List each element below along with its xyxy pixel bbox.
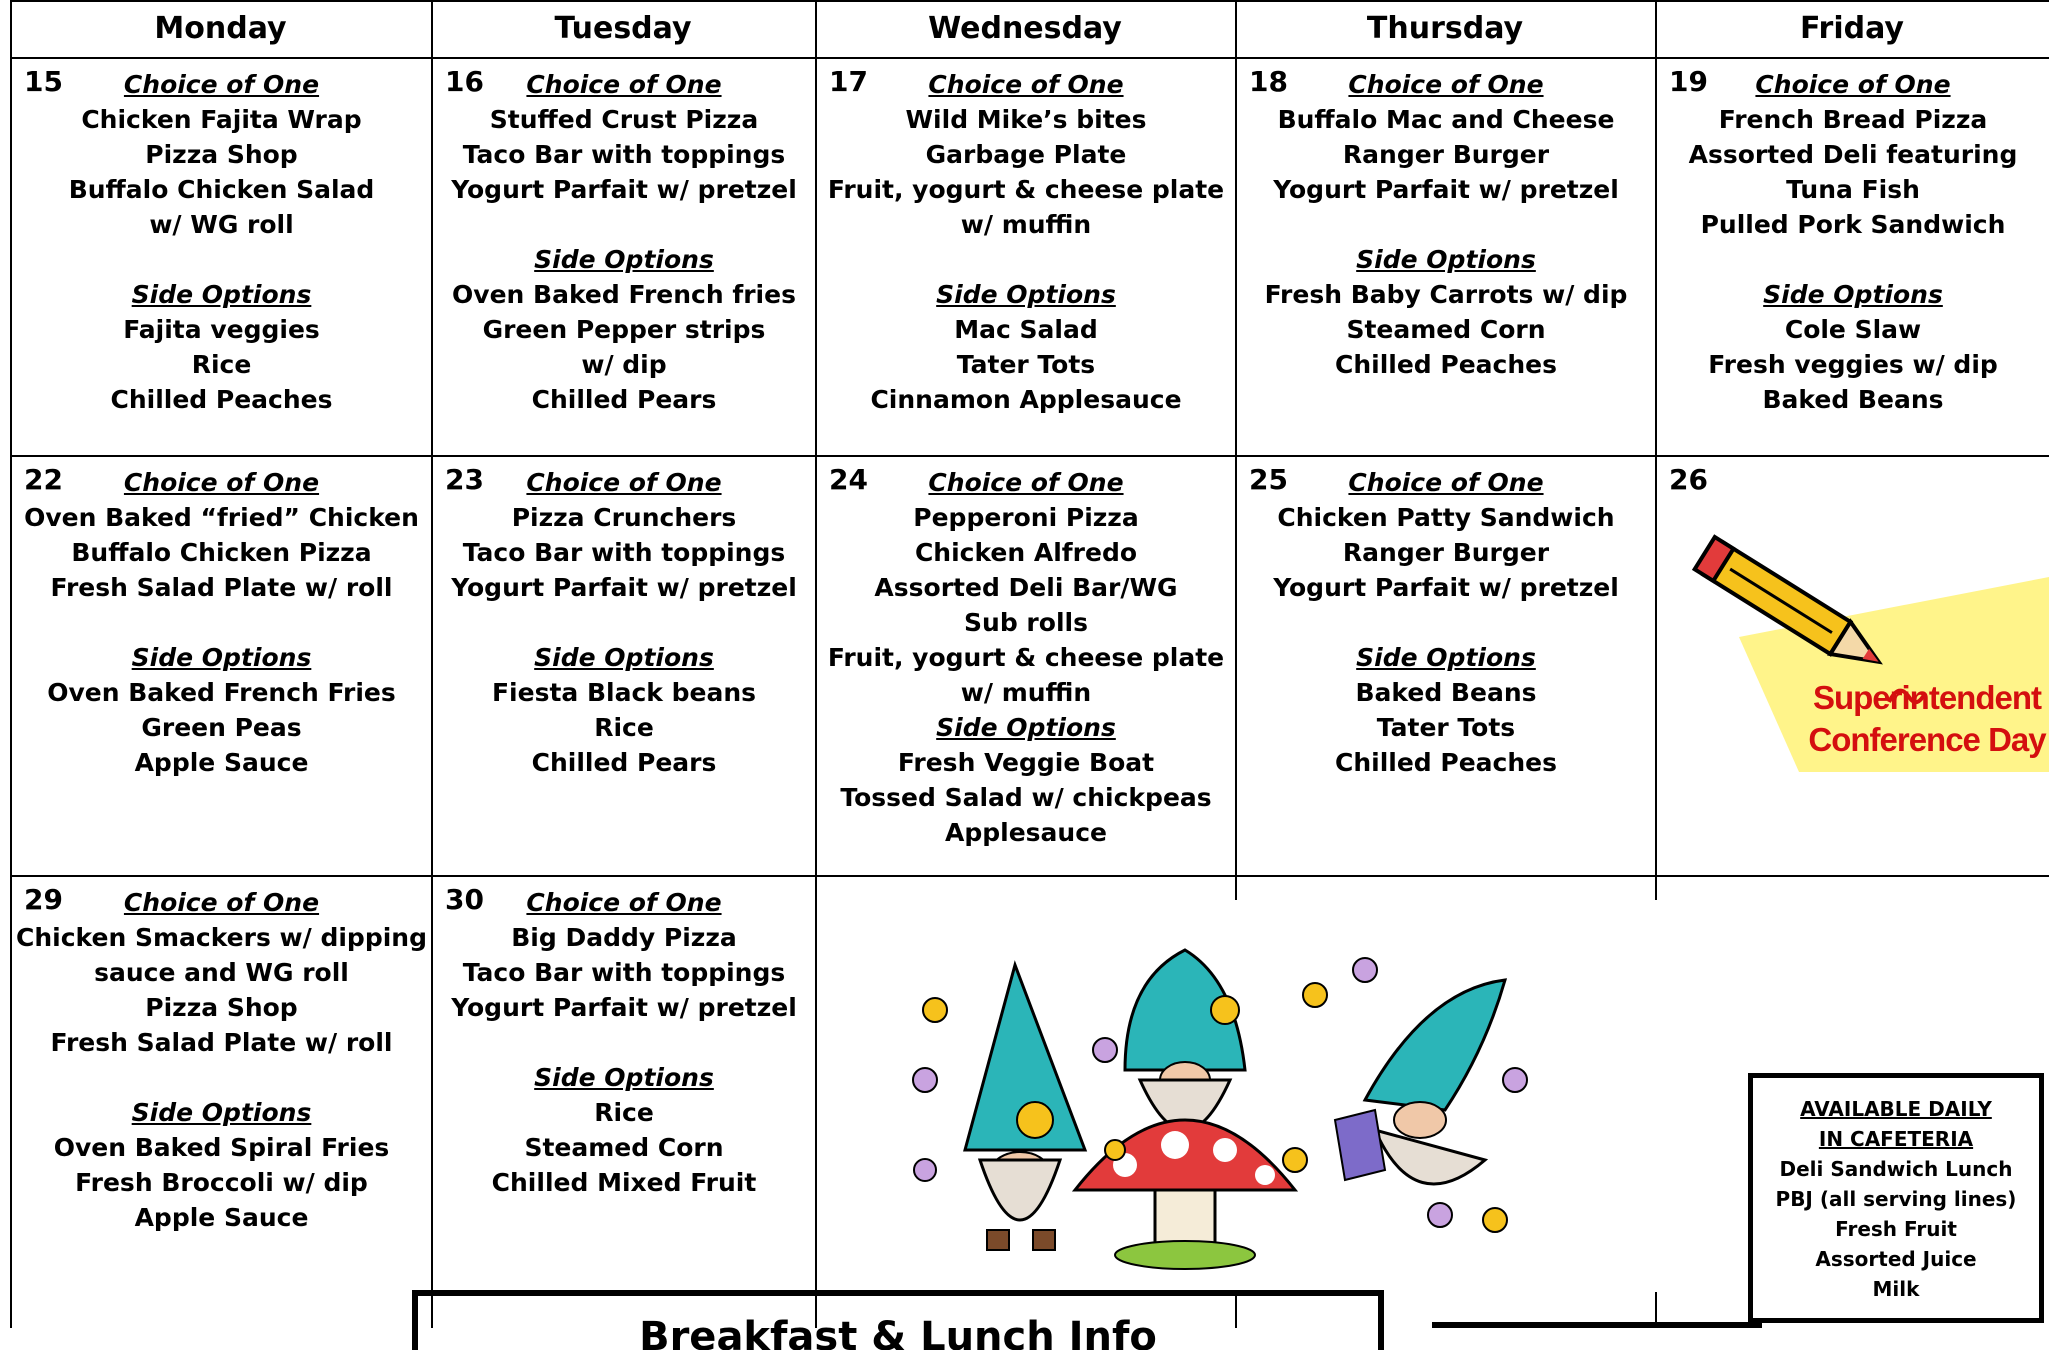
choice-of-one-heading: Choice of One: [526, 70, 722, 99]
menu-item: Pizza Shop: [145, 993, 298, 1022]
side-item: Fresh Broccoli w/ dip: [75, 1168, 368, 1197]
spacer: [12, 242, 431, 277]
menu-item: Chicken Patty Sandwich: [1277, 503, 1615, 532]
menu-list: [12, 885, 431, 1235]
side-options-heading: Side Options: [534, 245, 714, 274]
spacer: [433, 1025, 815, 1060]
side-item: Chilled Peaches: [1334, 748, 1557, 777]
day-number: 26: [1669, 463, 1708, 496]
side-item: Chilled Pears: [531, 385, 717, 414]
spacer: [817, 242, 1235, 277]
menu-item: Ranger Burger: [1342, 140, 1550, 169]
side-options-heading: Side Options: [936, 713, 1116, 742]
day-cell-29: [12, 877, 431, 1328]
menu-list: [1657, 67, 2049, 417]
side-item: Tater Tots: [956, 350, 1096, 379]
conference-day-label: Superintendent Conference Day: [1808, 679, 2046, 758]
menu-list: [433, 465, 815, 780]
spacer: [1657, 242, 2049, 277]
side-options-heading: Side Options: [534, 643, 714, 672]
day-number: 30: [445, 883, 484, 916]
menu-item: Assorted Deli featuring: [1688, 140, 2018, 169]
day-cell-24: [817, 457, 1235, 875]
side-item: w/ dip: [581, 350, 667, 379]
spacer: [433, 605, 815, 640]
available-daily-box: [1748, 1073, 2044, 1323]
menu-item: Fruit, yogurt & cheese plate: [827, 175, 1225, 204]
menu-item: Sub rolls: [964, 608, 1088, 637]
side-item: Steamed Corn: [1346, 315, 1546, 344]
menu-item: Yogurt Parfait w/ pretzel: [451, 993, 797, 1022]
grid-line: [10, 0, 2049, 2]
menu-item: Taco Bar with toppings: [462, 538, 786, 567]
choice-of-one-heading: Choice of One: [1348, 70, 1544, 99]
day-number: 18: [1249, 65, 1288, 98]
menu-list: [12, 465, 431, 780]
header-wednesday: Wednesday: [928, 11, 1122, 46]
side-item: Oven Baked French Fries: [47, 678, 396, 707]
menu-item: Oven Baked “fried” Chicken: [24, 503, 419, 532]
available-item: Assorted Juice: [1815, 1247, 1977, 1271]
side-item: Oven Baked French fries: [452, 280, 796, 309]
side-item: Tossed Salad w/ chickpeas: [840, 783, 1212, 812]
day-cell-30: [433, 877, 815, 1328]
side-item: Green Peas: [141, 713, 302, 742]
menu-item: Fruit, yogurt & cheese plate: [827, 643, 1225, 672]
menu-item: Yogurt Parfait w/ pretzel: [1273, 175, 1619, 204]
header-thursday: Thursday: [1366, 11, 1524, 46]
available-subtitle: IN CAFETERIA: [1818, 1127, 1974, 1151]
menu-item: Yogurt Parfait w/ pretzel: [451, 175, 797, 204]
side-item: Rice: [594, 713, 654, 742]
side-options-heading: Side Options: [1763, 280, 1943, 309]
menu-list: [1237, 67, 1655, 382]
header-friday: Friday: [1799, 11, 1904, 46]
spacer: [12, 1060, 431, 1095]
menu-item: Pepperoni Pizza: [913, 503, 1139, 532]
menu-item: Fresh Salad Plate w/ roll: [50, 573, 393, 602]
side-item: Steamed Corn: [524, 1133, 724, 1162]
menu-item: Assorted Deli Bar/WG: [874, 573, 1178, 602]
gnomes-illustration: [895, 930, 1635, 1280]
spacer: [433, 207, 815, 242]
side-options-heading: Side Options: [131, 643, 312, 672]
menu-item: Chicken Fajita Wrap: [81, 105, 362, 134]
available-item: Milk: [1872, 1277, 1920, 1301]
side-item: Chilled Peaches: [1334, 350, 1557, 379]
header-monday: Monday: [154, 11, 287, 46]
menu-item: Garbage Plate: [925, 140, 1127, 169]
menu-item: Pizza Shop: [145, 140, 298, 169]
side-item: Cole Slaw: [1784, 315, 1922, 344]
spacer: [1237, 605, 1655, 640]
side-options-heading: Side Options: [534, 1063, 714, 1092]
grid-line: [1236, 875, 2049, 877]
spacer: [12, 605, 431, 640]
bottom-rule: [1432, 1322, 1762, 1328]
menu-item: Pulled Pork Sandwich: [1700, 210, 2006, 239]
choice-of-one-heading: Choice of One: [928, 468, 1124, 497]
side-item: Apple Sauce: [134, 1203, 309, 1232]
side-item: Oven Baked Spiral Fries: [53, 1133, 390, 1162]
side-item: Chilled Mixed Fruit: [491, 1168, 757, 1197]
side-item: Cinnamon Applesauce: [870, 385, 1182, 414]
menu-item: Buffalo Mac and Cheese: [1277, 105, 1615, 134]
choice-of-one-heading: Choice of One: [928, 70, 1124, 99]
day-cell-25: [1237, 457, 1655, 875]
side-item: Apple Sauce: [134, 748, 309, 777]
menu-item: Taco Bar with toppings: [462, 958, 786, 987]
side-item: Green Pepper strips: [482, 315, 766, 344]
side-options-heading: Side Options: [1356, 245, 1536, 274]
choice-of-one-heading: Choice of One: [123, 468, 320, 497]
day-number: 16: [445, 65, 484, 98]
menu-item: w/ WG roll: [149, 210, 294, 239]
side-item: Fajita veggies: [123, 315, 320, 344]
day-number: 15: [24, 65, 63, 98]
day-number: 19: [1669, 65, 1708, 98]
side-options-heading: Side Options: [131, 1098, 312, 1127]
side-item: Applesauce: [945, 818, 1107, 847]
available-title: AVAILABLE DAILY: [1800, 1097, 1992, 1121]
menu-list: [433, 885, 815, 1200]
day-number: 29: [24, 883, 63, 916]
gnome-icon: [965, 965, 1085, 1250]
side-item: Fresh veggies w/ dip: [1708, 350, 1998, 379]
menu-item: French Bread Pizza: [1718, 105, 1988, 134]
side-options-heading: Side Options: [1356, 643, 1536, 672]
menu-list: [12, 67, 431, 417]
menu-list: [817, 465, 1235, 850]
side-item: Fresh Baby Carrots w/ dip: [1264, 280, 1628, 309]
side-item: Baked Beans: [1355, 678, 1537, 707]
day-number: 22: [24, 463, 63, 496]
mushroom-gnome-icon: [1075, 950, 1295, 1269]
day-number: 25: [1249, 463, 1288, 496]
lying-gnome-icon: [1335, 980, 1505, 1184]
menu-item: Big Daddy Pizza: [511, 923, 737, 952]
side-item: Rice: [594, 1098, 654, 1127]
choice-of-one-heading: Choice of One: [526, 468, 722, 497]
available-item: Deli Sandwich Lunch: [1779, 1157, 2013, 1181]
header-tuesday: Tuesday: [554, 11, 692, 46]
day-number: 17: [829, 65, 868, 98]
day-cell-15: [12, 59, 431, 455]
menu-item: Chicken Alfredo: [914, 538, 1138, 567]
side-item: Rice: [191, 350, 252, 379]
day-cell-22: [12, 457, 431, 875]
choice-of-one-heading: Choice of One: [526, 888, 722, 917]
menu-item: Buffalo Chicken Pizza: [71, 538, 372, 567]
menu-list: [433, 67, 815, 417]
menu-item: Wild Mike’s bites: [905, 105, 1147, 134]
side-options-heading: Side Options: [131, 280, 312, 309]
side-item: Mac Salad: [954, 315, 1098, 344]
side-item: Chilled Pears: [531, 748, 717, 777]
menu-list: [817, 67, 1235, 417]
choice-of-one-heading: Choice of One: [123, 888, 320, 917]
menu-item: Yogurt Parfait w/ pretzel: [451, 573, 797, 602]
day-number: 24: [829, 463, 868, 496]
choice-of-one-heading: Choice of One: [123, 70, 320, 99]
menu-item: Chicken Smackers w/ dipping: [16, 923, 427, 952]
menu-list: [1237, 465, 1655, 780]
side-options-heading: Side Options: [936, 280, 1116, 309]
day-cell-18: [1237, 59, 1655, 455]
spacer: [1237, 207, 1655, 242]
day-cell-19: [1657, 59, 2049, 455]
menu-item: Pizza Crunchers: [511, 503, 737, 532]
menu-item: Taco Bar with toppings: [462, 140, 786, 169]
menu-item: w/ muffin: [960, 678, 1092, 707]
available-item: PBJ (all serving lines): [1775, 1187, 2017, 1211]
side-item: Fiesta Black beans: [491, 678, 757, 707]
menu-item: Ranger Burger: [1342, 538, 1550, 567]
day-number: 23: [445, 463, 484, 496]
menu-item: Yogurt Parfait w/ pretzel: [1273, 573, 1619, 602]
day-cell-16: [433, 59, 815, 455]
day-cell-17: [817, 59, 1235, 455]
day-cell-23: [433, 457, 815, 875]
side-item: Tater Tots: [1376, 713, 1516, 742]
menu-item: Buffalo Chicken Salad: [68, 175, 375, 204]
choice-of-one-heading: Choice of One: [1348, 468, 1544, 497]
menu-item: Fresh Salad Plate w/ roll: [50, 1028, 393, 1057]
side-item: Chilled Peaches: [110, 385, 333, 414]
menu-item: w/ muffin: [960, 210, 1092, 239]
choice-of-one-heading: Choice of One: [1755, 70, 1951, 99]
menu-item: sauce and WG roll: [94, 958, 349, 987]
side-item: Baked Beans: [1762, 385, 1944, 414]
menu-item: Tuna Fish: [1786, 175, 1920, 204]
day-cell-26: [1657, 457, 2049, 875]
bottom-banner: Breakfast & Lunch Info: [412, 1290, 1384, 1350]
menu-item: Stuffed Crust Pizza: [489, 105, 759, 134]
available-item: Fresh Fruit: [1835, 1217, 1957, 1241]
side-item: Fresh Veggie Boat: [897, 748, 1155, 777]
